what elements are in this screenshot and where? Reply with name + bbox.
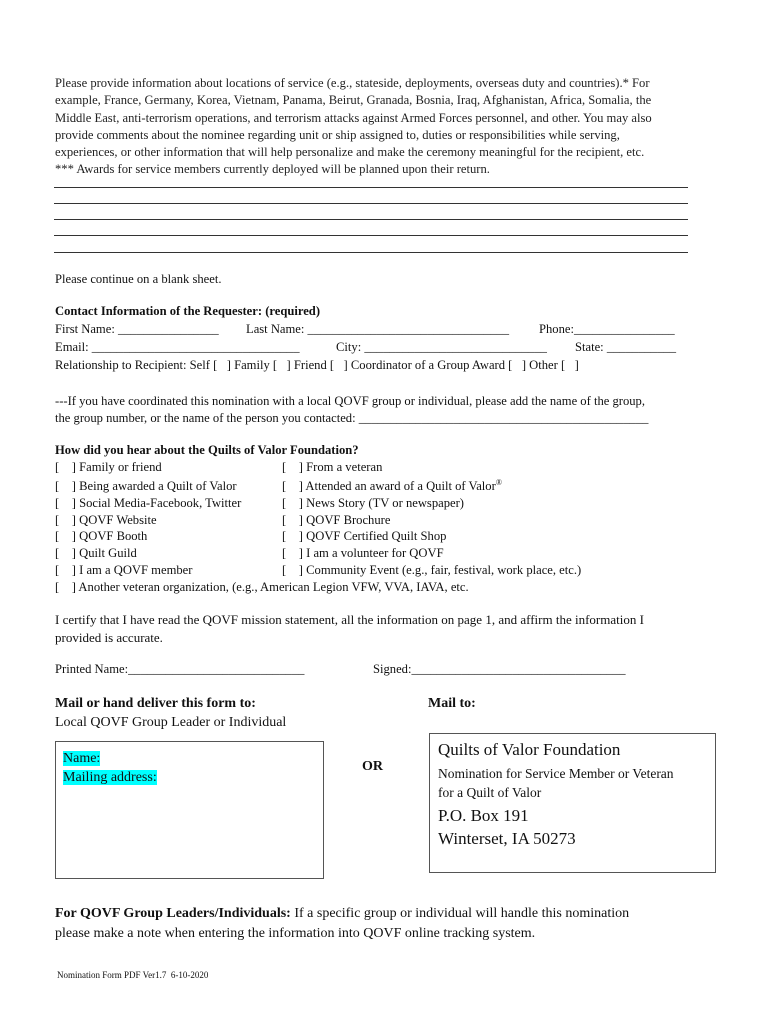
signed-field[interactable]: Signed:__________________________________ [373, 662, 626, 676]
intro-line: provide comments about the nominee regarding unit or ship assigned to, duties or responsibilities while serving, [55, 127, 620, 142]
certify-line-1: I certify that I have read the QOVF mission statement, all the information on page 1, and affirm the information I [55, 612, 644, 627]
hear-option-volunteer[interactable]: [ ] I am a volunteer for QOVF [282, 546, 444, 560]
hear-option-social[interactable]: [ ] Social Media-Facebook, Twitter [55, 496, 242, 510]
mail-to-line-2: for a Quilt of Valor [438, 785, 542, 800]
po-box: P.O. Box 191 [438, 806, 529, 825]
writing-line[interactable] [54, 187, 688, 188]
email-field[interactable]: Email: _________________________________ [55, 340, 300, 354]
service-info-paragraph [55, 75, 717, 179]
intro-line: experiences, or other information that will help personalize and make the ceremony meaningful for the recipient, etc. [55, 145, 645, 160]
hear-option-other-org[interactable]: [ ] Another veteran organization, (e.g., American Legion VFW, VVA, IAVA, etc. [55, 580, 469, 594]
last-name-field[interactable]: Last Name: ________________________________ [246, 322, 510, 336]
leaders-note-text-1: If a specific group or individual will handle this nomination [290, 906, 630, 921]
leaders-note [55, 904, 735, 944]
relationship-options[interactable]: Relationship to Recipient: Self [ ] Family [ ] Friend [ ] Coordinator of a Group Award [ ] Other [ ] [55, 358, 579, 372]
hear-option-family[interactable]: [ ] Family or friend [55, 460, 162, 474]
writing-line[interactable] [54, 219, 688, 220]
hear-option-website[interactable]: [ ] QOVF Website [55, 513, 157, 527]
hear-option-news[interactable]: [ ] News Story (TV or newspaper) [282, 496, 464, 510]
footer-version: Nomination Form PDF Ver1.7 6-10-2020 [57, 970, 209, 980]
mail-to-line-1: Nomination for Service Member or Veteran [438, 766, 674, 781]
hear-option-veteran[interactable]: [ ] From a veteran [282, 460, 383, 474]
mail-local-heading: Mail or hand deliver this form to: [55, 696, 256, 711]
mail-local-subheading: Local QOVF Group Leader or Individual [55, 715, 287, 730]
hear-option-attended-label: [ ] Attended an award of a Quilt of Valor [282, 479, 496, 493]
or-label: OR [362, 759, 383, 774]
hear-option-awarded[interactable]: [ ] Being awarded a Quilt of Valor [55, 479, 237, 493]
intro-line: *** Awards for service members currently deployed will be planned upon their return. [55, 162, 490, 177]
hear-option-member[interactable]: [ ] I am a QOVF member [55, 563, 193, 577]
hear-option-quilt-shop[interactable]: [ ] QOVF Certified Quilt Shop [282, 529, 447, 543]
first-name-field[interactable]: First Name: ________________ [55, 322, 219, 336]
qovf-address-box [429, 733, 716, 873]
hear-heading: How did you hear about the Quilts of Valor Foundation? [55, 443, 359, 457]
city-field[interactable]: City: _____________________________ [336, 340, 547, 354]
hear-option-community[interactable]: [ ] Community Event (e.g., fair, festival, work place, etc.) [282, 563, 582, 577]
writing-line[interactable] [54, 252, 688, 253]
org-name: Quilts of Valor Foundation [438, 740, 621, 759]
coordinated-line-1: ---If you have coordinated this nomination with a local QOVF group or individual, please add the name of the group, [55, 394, 646, 408]
coordinated-line-2[interactable]: the group number, or the name of the person you contacted: ______________________________________________ [55, 411, 649, 425]
intro-line: Middle East, anti-terrorism operations, and terrorism attacks against Armed Forces personnel, and other. You may also [55, 110, 652, 125]
intro-line: example, France, Germany, Korea, Vietnam, Panama, Beirut, Granada, Bosnia, Iraq, Afghanistan, Africa, Somalia, the [55, 93, 652, 108]
name-label: Name: [63, 751, 101, 766]
hear-option-attended[interactable] [282, 478, 502, 494]
writing-line[interactable] [54, 203, 688, 204]
registered-mark: ® [495, 477, 502, 487]
city-state-zip: Winterset, IA 50273 [438, 829, 576, 848]
state-field[interactable]: State: ___________ [575, 340, 677, 354]
local-leader-box[interactable] [55, 741, 324, 879]
writing-line[interactable] [54, 235, 688, 236]
mail-to-heading: Mail to: [428, 696, 476, 711]
phone-field[interactable]: Phone:________________ [539, 322, 675, 336]
hear-option-brochure[interactable]: [ ] QOVF Brochure [282, 513, 391, 527]
hear-option-guild[interactable]: [ ] Quilt Guild [55, 546, 137, 560]
certify-line-2: provided is accurate. [55, 630, 163, 645]
leaders-note-bold: For QOVF Group Leaders/Individuals: [55, 906, 291, 921]
continue-note: Please continue on a blank sheet. [55, 272, 222, 286]
leaders-note-text-2: please make a note when entering the information into QOVF online tracking system. [55, 926, 536, 941]
printed-name-field[interactable]: Printed Name:____________________________ [55, 662, 305, 676]
mailing-address-label: Mailing address: [63, 770, 157, 785]
contact-heading: Contact Information of the Requester: (required) [55, 304, 321, 318]
hear-option-booth[interactable]: [ ] QOVF Booth [55, 529, 148, 543]
intro-line: Please provide information about locations of service (e.g., stateside, deployments, overseas duty and countries).* For [55, 76, 650, 90]
